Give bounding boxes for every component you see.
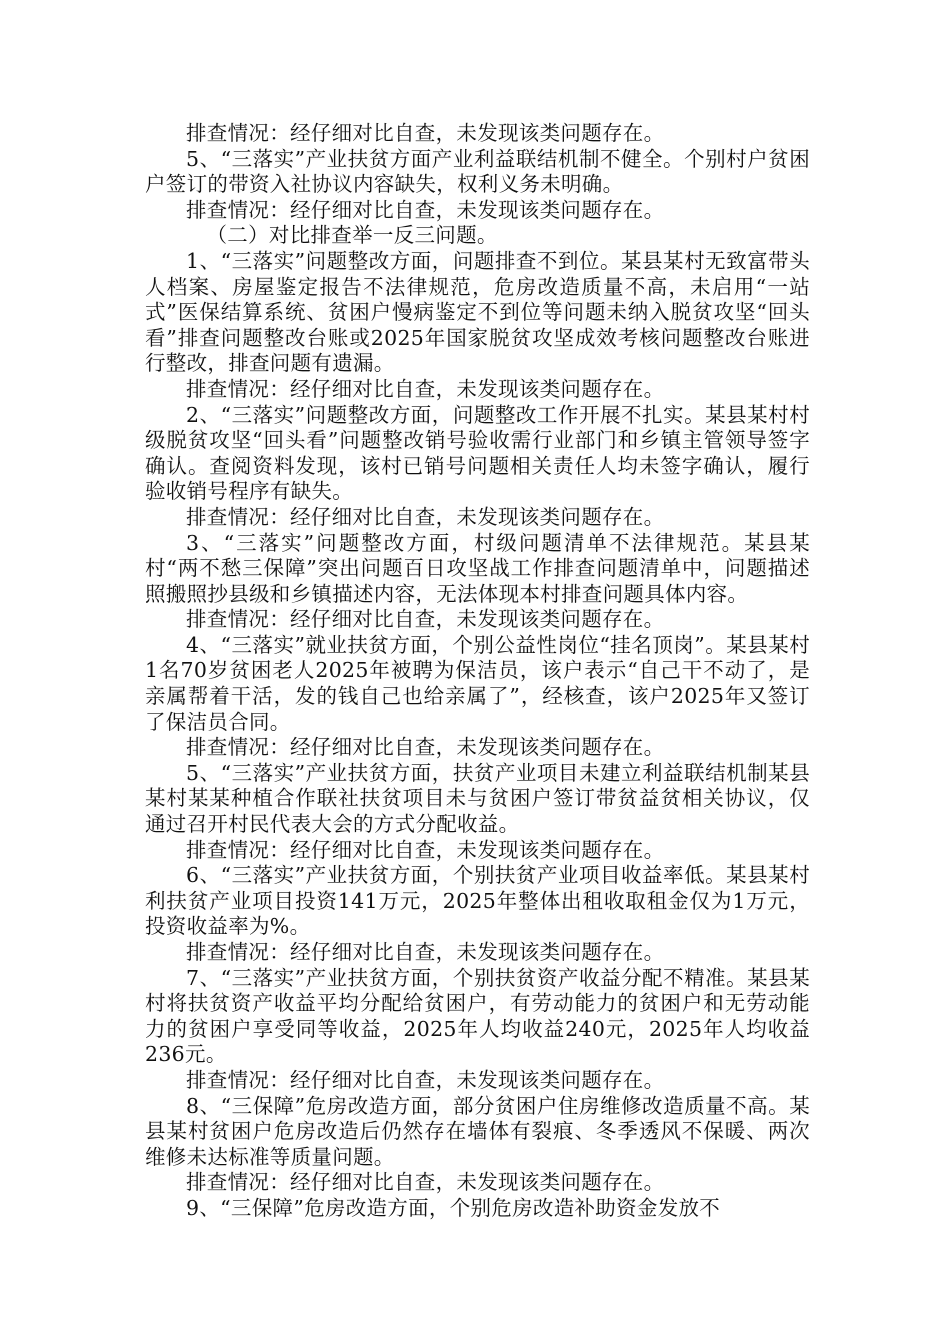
issue-paragraph: 4、“三落实”就业扶贫方面，个别公益性岗位“挂名顶岗”。某县某村1名70岁贫困老人2025年被聘为保洁员，该户表示“自己干不动了，是亲属帮着干活，发的钱自己也给亲属了”，经核查，该户2025年又签订了保洁员合同。 [145,632,810,734]
check-result-paragraph: 排查情况：经仔细对比自查，未发现该类问题存在。 [186,837,665,862]
issue-paragraph: 7、“三落实”产业扶贫方面，个别扶贫资产收益分配不精准。某县某村将扶贫资产收益平均分配给贫困户，有劳动能力的贫困户和无劳动能力的贫困户享受同等收益，2025年人均收益240元，2025年人均收益236元。 [145,965,810,1067]
check-result-paragraph: 排查情况：经仔细对比自查，未发现该类问题存在。 [186,376,665,401]
issue-paragraph: 3、“三落实”问题整改方面，村级问题清单不法律规范。某县某村“两不愁三保障”突出问题百日攻坚战工作排查问题清单中，问题描述照搬照抄县级和乡镇描述内容，无法体现本村排查问题具体内容。 [145,530,810,606]
issue-paragraph: 2、“三落实”问题整改方面，问题整改工作开展不扎实。某县某村村级脱贫攻坚“回头看”问题整改销号验收需行业部门和乡镇主管领导签字确认。查阅资料发现，该村已销号问题相关责任人均未签字确认，履行验收销号程序有缺失。 [145,402,810,504]
issue-paragraph: 1、“三落实”问题整改方面，问题排查不到位。某县某村无致富带头人档案、房屋鉴定报告不法律规范，危房改造质量不高，未启用“一站式”医保结算系统、贫困户慢病鉴定不到位等问题未纳入脱贫攻坚“回头看”排查问题整改台账或2025年国家脱贫攻坚成效考核问题整改台账进行整改，排查问题有遗漏。 [145,248,810,376]
check-result-paragraph: 排查情况：经仔细对比自查，未发现该类问题存在。 [186,940,665,964]
check-result-paragraph: 排查情况：经仔细对比自查，未发现该类问题存在。 [186,121,665,145]
issue-paragraph: 8、“三保障”危房改造方面，部分贫困户住房维修改造质量不高。某县某村贫困户危房改造后仍然存在墙体有裂痕、冬季透风不保暖、两次维修未达标准等质量问题。 [145,1093,810,1169]
check-result-paragraph: 排查情况：经仔细对比自查，未发现该类问题存在。 [186,197,665,222]
check-result-paragraph: 排查情况：经仔细对比自查，未发现该类问题存在。 [186,504,665,529]
issue-paragraph: 5、“三落实”产业扶贫方面，扶贫产业项目未建立利益联结机制某县某村某某种植合作联社扶贫项目未与贫困户签订带贫益贫相关协议，仅通过召开村民代表大会的方式分配收益。 [145,760,810,837]
check-result-paragraph: 排查情况：经仔细对比自查，未发现该类问题存在。 [186,1170,665,1195]
check-result-paragraph: 排查情况：经仔细对比自查，未发现该类问题存在。 [186,1067,665,1092]
issue-paragraph: 6、“三落实”产业扶贫方面，个别扶贫产业项目收益率低。某县某村利扶贫产业项目投资141万元，2025年整体出租收取租金仅为1万元，投资收益率为%。 [145,863,810,939]
issue-paragraph: 5、“三落实”产业扶贫方面产业利益联结机制不健全。个别村户贫困户签订的带资入社协议内容缺失，权利义务未明确。 [145,146,810,197]
section-heading: （二）对比排查举一反三问题。 [206,223,498,248]
check-result-paragraph: 排查情况：经仔细对比自查，未发现该类问题存在。 [186,735,665,760]
check-result-paragraph: 排查情况：经仔细对比自查，未发现该类问题存在。 [186,607,665,632]
issue-paragraph: 9、“三保障”危房改造方面，个别危房改造补助资金发放不 [186,1195,721,1220]
